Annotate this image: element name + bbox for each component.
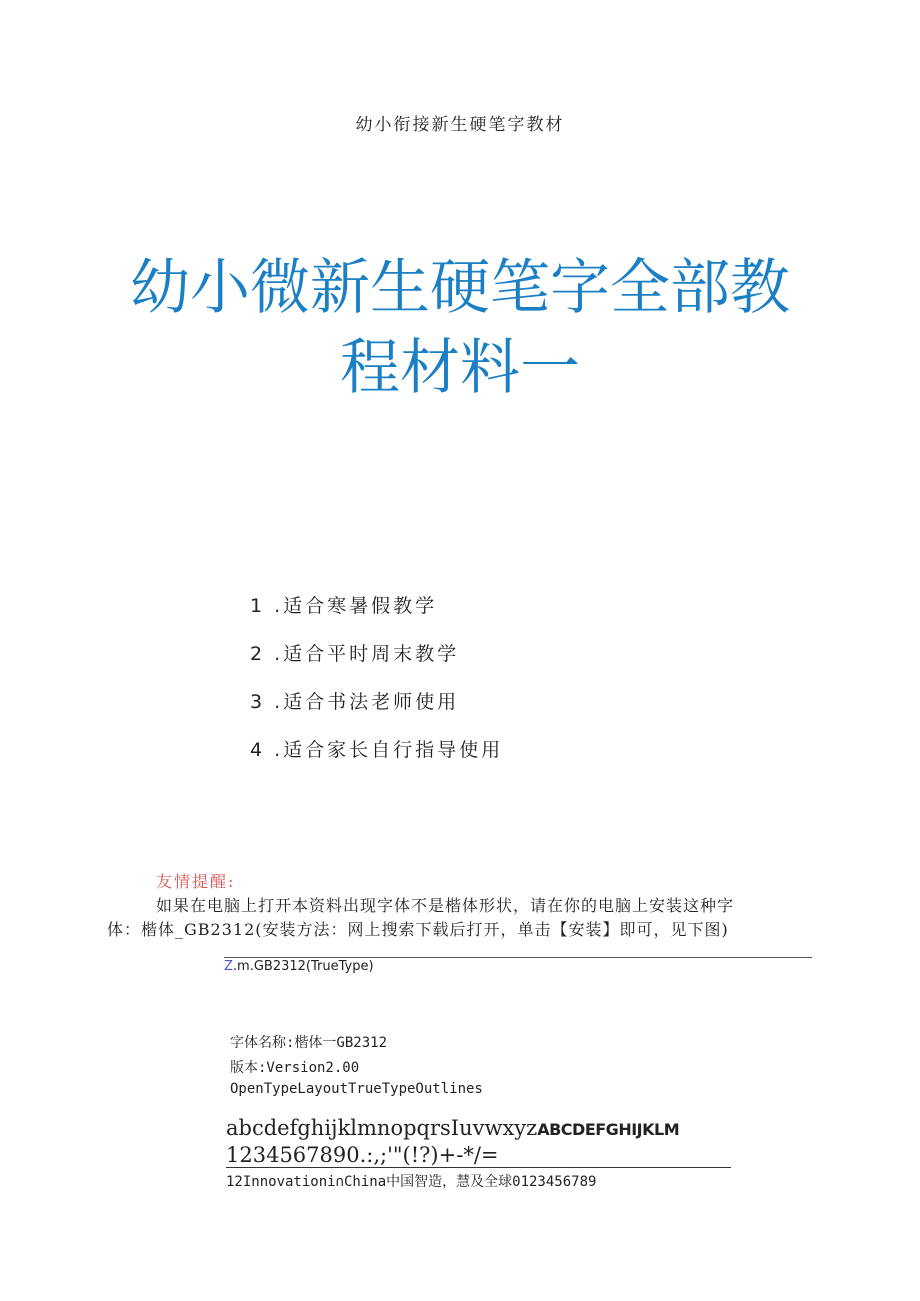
sample-uppercase: ABCDEFGHIJKLM — [537, 1120, 680, 1139]
reminder-line-2: 体：楷体_GB2312(安装方法：网上搜索下载后打开，单击【安装】即可，见下图) — [107, 920, 729, 939]
main-title-line-1: 幼小微新生硬笔字全部教 — [130, 253, 790, 323]
sample-footer: 12Innovationi∩China中国智造，慧及全球0123456789 — [226, 1174, 597, 1190]
reminder-heading: 友情提醒: — [156, 872, 236, 891]
sample-lowercase: abcdefghijklmnopqrsIuvwxyz — [226, 1116, 538, 1140]
main-title-line-2: 程材料一 — [340, 333, 580, 403]
feature-item-1: 1 .适合寒暑假教学 — [250, 595, 438, 617]
font-file-name — [224, 957, 812, 974]
header-title: 幼小衔接新生硬笔字教材 — [355, 115, 565, 135]
feature-item-4: 4 .适合家长自行指导使用 — [250, 739, 504, 761]
reminder-line-1: 如果在电脑上打开本资料出现字体不是楷体形状，请在你的电脑上安装这种字 — [156, 896, 735, 915]
sample-digits: 1234567890.:,;'"(!?)+-*/= — [226, 1143, 731, 1168]
feature-item-2: 2 .适合平时周末教学 — [250, 643, 460, 665]
font-outlines: OpenTypeLayoutTrueTypeOutlines — [230, 1081, 483, 1097]
font-version: 版本:Version2.00 — [230, 1060, 360, 1076]
sample-letters — [226, 1116, 679, 1140]
feature-item-3: 3 .适合书法老师使用 — [250, 691, 460, 713]
font-file-label: .m.GB2312(TrueType) — [232, 959, 374, 974]
font-file-prefix: Z — [224, 959, 233, 974]
font-name: 字体名称:楷体一GB2312 — [230, 1035, 388, 1051]
